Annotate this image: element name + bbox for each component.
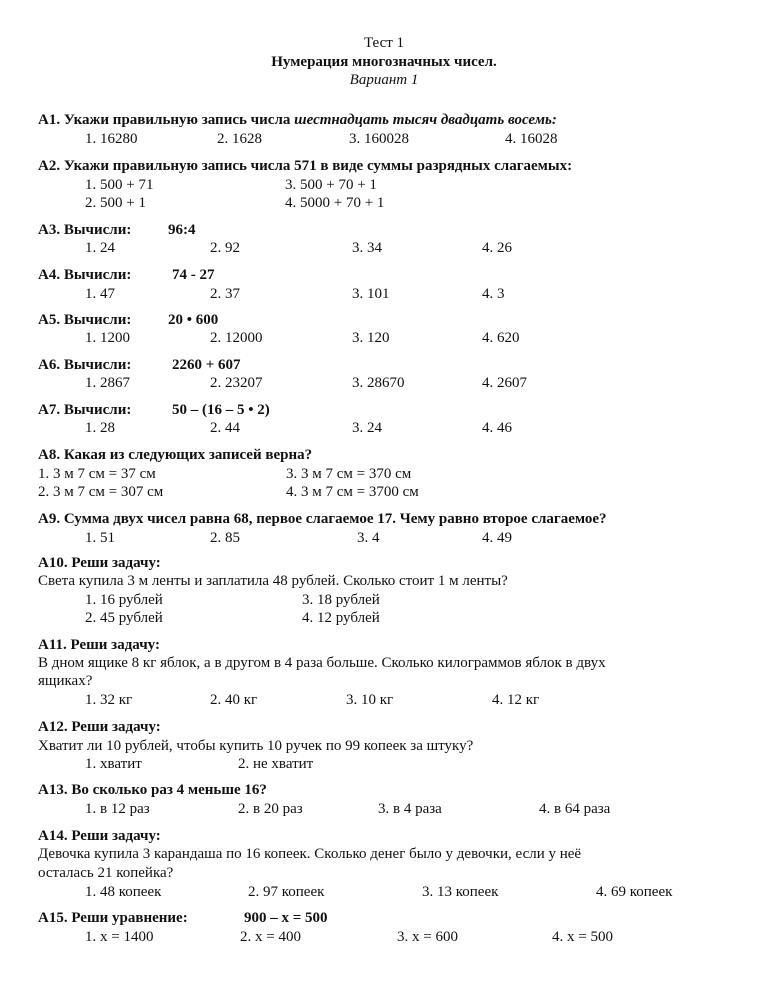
option-a14-1[interactable]: 1. 48 копеек xyxy=(85,884,162,900)
option-a4-3[interactable]: 3. 101 xyxy=(352,286,390,302)
option-a11-2[interactable]: 2. 40 кг xyxy=(210,692,258,708)
option-a11-1[interactable]: 1. 32 кг xyxy=(85,692,133,708)
option-a14-2[interactable]: 2. 97 копеек xyxy=(248,884,325,900)
question-a4: А4. Вычисли: xyxy=(38,267,132,283)
option-a2-4[interactable]: 4. 5000 + 70 + 1 xyxy=(285,195,385,211)
option-a10-1[interactable]: 1. 16 рублей xyxy=(85,592,163,608)
option-a5-2[interactable]: 2. 12000 xyxy=(210,330,263,346)
option-a15-4[interactable]: 4. х = 500 xyxy=(552,929,613,945)
option-a9-2[interactable]: 2. 85 xyxy=(210,530,240,546)
option-a13-2[interactable]: 2. в 20 раз xyxy=(238,801,303,817)
task-text-a14: Девочка купила 3 карандаша по 16 копеек. Сколько денег было у девочки, если у неё xyxy=(38,846,582,862)
option-a15-1[interactable]: 1. х = 1400 xyxy=(85,929,154,945)
task-text-a10: Света купила 3 м ленты и заплатила 48 рублей. Сколько стоит 1 м ленты? xyxy=(38,573,508,589)
option-a13-4[interactable]: 4. в 64 раза xyxy=(539,801,611,817)
option-a1-2[interactable]: 2. 1628 xyxy=(217,131,262,147)
option-a4-2[interactable]: 2. 37 xyxy=(210,286,240,302)
option-a13-1[interactable]: 1. в 12 раз xyxy=(85,801,150,817)
option-a8-2[interactable]: 2. 3 м 7 см = 307 см xyxy=(38,484,164,500)
option-a4-4[interactable]: 4. 3 xyxy=(482,286,505,302)
task-text-a12: Хватит ли 10 рублей, чтобы купить 10 ручек по 99 копеек за штуку? xyxy=(38,738,474,754)
option-a3-4[interactable]: 4. 26 xyxy=(482,240,512,256)
option-a10-3[interactable]: 3. 18 рублей xyxy=(302,592,380,608)
option-a15-2[interactable]: 2. х = 400 xyxy=(240,929,301,945)
option-a5-4[interactable]: 4. 620 xyxy=(482,330,520,346)
option-a12-2[interactable]: 2. не хватит xyxy=(238,756,314,772)
question-a1 xyxy=(38,111,557,129)
question-a2: А2. Укажи правильную запись числа 571 в виде суммы разрядных слагаемых: xyxy=(38,158,573,174)
option-a1-4[interactable]: 4. 16028 xyxy=(505,131,558,147)
question-a6: А6. Вычисли: xyxy=(38,357,132,373)
option-a6-2[interactable]: 2. 23207 xyxy=(210,375,263,391)
question-a14: А14. Реши задачу: xyxy=(38,828,161,844)
option-a8-4[interactable]: 4. 3 м 7 см = 3700 см xyxy=(286,484,419,500)
question-a5: А5. Вычисли: xyxy=(38,312,132,328)
option-a3-2[interactable]: 2. 92 xyxy=(210,240,240,256)
option-a14-4[interactable]: 4. 69 копеек xyxy=(596,884,673,900)
option-a10-4[interactable]: 4. 12 рублей xyxy=(302,610,380,626)
option-a6-3[interactable]: 3. 28670 xyxy=(352,375,405,391)
question-a9: А9. Сумма двух чисел равна 68, первое слагаемое 17. Чему равно второе слагаемое? xyxy=(38,511,607,527)
option-a6-1[interactable]: 1. 2867 xyxy=(85,375,130,391)
question-a15: А15. Реши уравнение: xyxy=(38,910,188,926)
option-a7-3[interactable]: 3. 24 xyxy=(352,420,382,436)
option-a7-4[interactable]: 4. 46 xyxy=(482,420,512,436)
option-a3-3[interactable]: 3. 34 xyxy=(352,240,382,256)
option-a2-3[interactable]: 3. 500 + 70 + 1 xyxy=(285,177,377,193)
task-text-a11-cont: ящиках? xyxy=(38,673,93,689)
option-a10-2[interactable]: 2. 45 рублей xyxy=(85,610,163,626)
option-a14-3[interactable]: 3. 13 копеек xyxy=(422,884,499,900)
question-a13: А13. Во сколько раз 4 меньше 16? xyxy=(38,782,267,798)
task-text-a14-cont: осталась 21 копейка? xyxy=(38,865,174,881)
option-a12-1[interactable]: 1. хватит xyxy=(85,756,142,772)
variant-label: Вариант 1 xyxy=(349,72,419,88)
option-a9-1[interactable]: 1. 51 xyxy=(85,530,115,546)
option-a7-1[interactable]: 1. 28 xyxy=(85,420,115,436)
option-a5-1[interactable]: 1. 1200 xyxy=(85,330,130,346)
question-a11: А11. Реши задачу: xyxy=(38,637,160,653)
option-a13-3[interactable]: 3. в 4 раза xyxy=(378,801,442,817)
option-a15-3[interactable]: 3. х = 600 xyxy=(397,929,458,945)
page-title: Нумерация многозначных чисел. xyxy=(271,54,497,70)
question-a7: А7. Вычисли: xyxy=(38,402,132,418)
expression-a6: 2260 + 607 xyxy=(172,357,241,373)
option-a6-4[interactable]: 4. 2607 xyxy=(482,375,527,391)
question-a10: А10. Реши задачу: xyxy=(38,555,161,571)
question-a12: А12. Реши задачу: xyxy=(38,719,161,735)
question-a3: А3. Вычисли: xyxy=(38,222,132,238)
option-a5-3[interactable]: 3. 120 xyxy=(352,330,390,346)
expression-a3: 96:4 xyxy=(168,222,196,238)
option-a7-2[interactable]: 2. 44 xyxy=(210,420,240,436)
option-a2-1[interactable]: 1. 500 + 71 xyxy=(85,177,154,193)
option-a1-1[interactable]: 1. 16280 xyxy=(85,131,138,147)
option-a8-1[interactable]: 1. 3 м 7 см = 37 см xyxy=(38,466,156,482)
option-a2-2[interactable]: 2. 500 + 1 xyxy=(85,195,146,211)
option-a1-3[interactable]: 3. 160028 xyxy=(349,131,409,147)
expression-a7: 50 – (16 – 5 • 2) xyxy=(172,402,270,418)
option-a9-3[interactable]: 3. 4 xyxy=(357,530,380,546)
option-a11-3[interactable]: 3. 10 кг xyxy=(346,692,394,708)
expression-a5: 20 • 600 xyxy=(168,312,219,328)
option-a11-4[interactable]: 4. 12 кг xyxy=(492,692,540,708)
equation-a15: 900 – х = 500 xyxy=(244,910,328,926)
expression-a4: 74 - 27 xyxy=(172,267,215,283)
option-a3-1[interactable]: 1. 24 xyxy=(85,240,115,256)
option-a8-3[interactable]: 3. 3 м 7 см = 370 см xyxy=(286,466,412,482)
test-number: Тест 1 xyxy=(363,35,405,51)
task-text-a11: В дном ящике 8 кг яблок, а в другом в 4 раза больше. Сколько килограммов яблок в двух xyxy=(38,655,606,671)
question-text: А1. Укажи правильную запись числа xyxy=(38,112,295,128)
question-text-italic: шестнадцать тысяч двадцать восемь: xyxy=(294,112,557,128)
option-a9-4[interactable]: 4. 49 xyxy=(482,530,512,546)
option-a4-1[interactable]: 1. 47 xyxy=(85,286,115,302)
question-a8: А8. Какая из следующих записей верна? xyxy=(38,447,313,463)
